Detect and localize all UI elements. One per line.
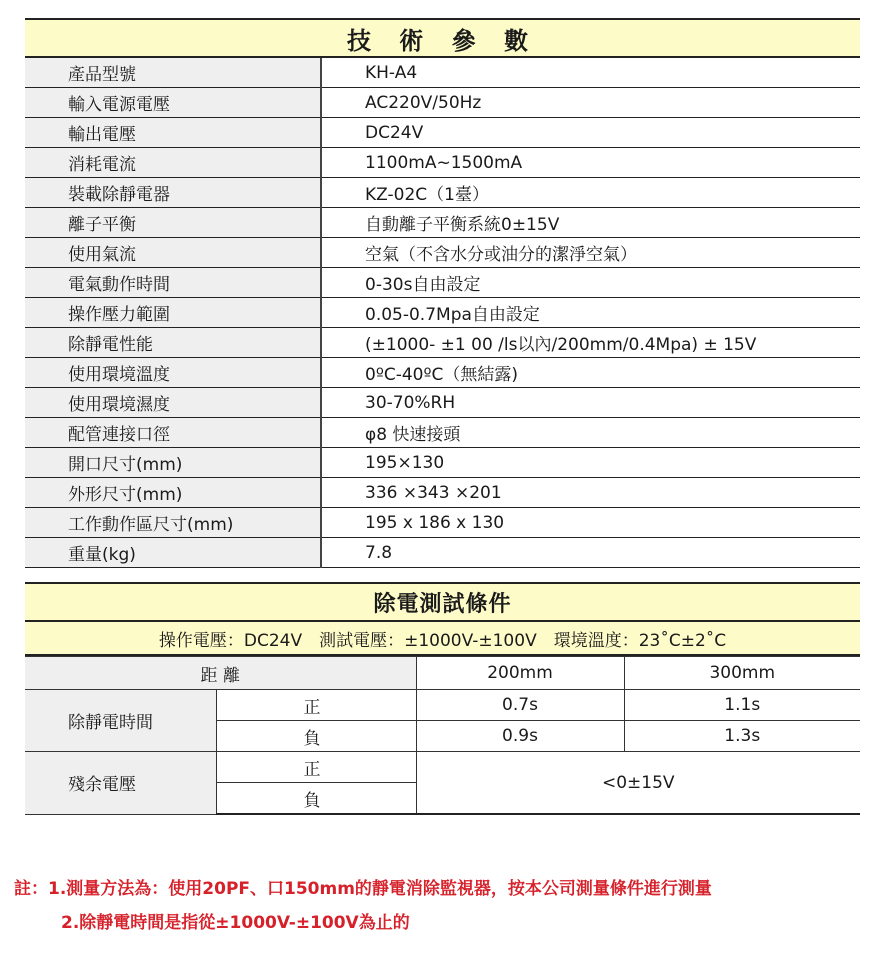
discharge-neg-label: 負 (216, 721, 416, 752)
spec-row (25, 328, 860, 358)
col-300mm-header: 300mm (624, 657, 860, 690)
note-2: 2.除靜電時間是指從±1000V-±100V為止的 (61, 913, 410, 933)
conditions-title: 除電測試條件 (25, 582, 860, 622)
spec-table (25, 58, 860, 568)
spec-title: 技 術 參 數 (25, 18, 860, 58)
distance-header: 距 離 (25, 657, 416, 690)
spec-value: 336 ×343 ×201 (321, 478, 860, 508)
spec-key: 消耗電流 (25, 148, 321, 178)
spec-value: KZ-02C（1臺） (321, 178, 860, 208)
spec-row (25, 88, 860, 118)
spec-row (25, 178, 860, 208)
spec-row (25, 208, 860, 238)
spec-row (25, 238, 860, 268)
spec-row (25, 298, 860, 328)
note-1: 註：1.測量方法為：使用20PF、口150mm的靜電消除監視器，按本公司測量條件進行測量 (14, 879, 712, 899)
spec-row (25, 538, 860, 568)
spec-value: 0-30s自由設定 (321, 268, 860, 298)
spec-key: 使用環境濕度 (25, 388, 321, 418)
discharge-time-label: 除靜電時間 (25, 690, 216, 752)
spec-row (25, 58, 860, 88)
residual-voltage-label: 殘余電壓 (25, 752, 216, 815)
spec-key: 操作壓力範圍 (25, 298, 321, 328)
spec-value: 空氣（不含水分或油分的潔淨空氣） (321, 238, 860, 268)
spec-key: 使用氣流 (25, 238, 321, 268)
spec-key: 輸入電源電壓 (25, 88, 321, 118)
spec-row (25, 508, 860, 538)
spec-value: KH-A4 (321, 58, 860, 88)
spec-row (25, 268, 860, 298)
spec-value: 1100mA~1500mA (321, 148, 860, 178)
discharge-pos-label: 正 (216, 690, 416, 721)
spec-key: 電氣動作時間 (25, 268, 321, 298)
spec-row (25, 388, 860, 418)
spec-value: 0.05-0.7Mpa自由設定 (321, 298, 860, 328)
spec-key: 使用環境溫度 (25, 358, 321, 388)
residual-pos-label: 正 (216, 752, 416, 783)
spec-value: DC24V (321, 118, 860, 148)
residual-neg-label: 負 (216, 783, 416, 815)
spec-key: 配管連接口徑 (25, 418, 321, 448)
spec-key: 裝載除靜電器 (25, 178, 321, 208)
residual-value: <0±15V (416, 752, 860, 815)
test-table (25, 656, 860, 815)
spec-key: 產品型號 (25, 58, 321, 88)
spec-key: 工作動作區尺寸(mm) (25, 508, 321, 538)
spec-key: 開口尺寸(mm) (25, 448, 321, 478)
spec-value: 30-70%RH (321, 388, 860, 418)
spec-value: φ8 快速接頭 (321, 418, 860, 448)
col-200mm-header: 200mm (416, 657, 624, 690)
spec-key: 除靜電性能 (25, 328, 321, 358)
spec-value: 195 x 186 x 130 (321, 508, 860, 538)
conditions-line: 操作電壓：DC24V 測試電壓：±1000V-±100V 環境溫度：23˚C±2˚C (25, 622, 860, 656)
discharge-neg-200: 0.9s (416, 721, 624, 752)
spec-value: (±1000- ±1 00 /ls以內/200mm/0.4Mpa) ± 15V (321, 328, 860, 358)
spec-sheet (25, 18, 860, 815)
spec-row (25, 118, 860, 148)
notes (14, 872, 712, 940)
spec-row (25, 478, 860, 508)
spec-key: 外形尺寸(mm) (25, 478, 321, 508)
spec-row (25, 148, 860, 178)
spec-value: 7.8 (321, 538, 860, 568)
discharge-neg-300: 1.3s (624, 721, 860, 752)
spec-key: 輸出電壓 (25, 118, 321, 148)
spec-value: AC220V/50Hz (321, 88, 860, 118)
spec-value: 195×130 (321, 448, 860, 478)
spec-value: 自動離子平衡系統0±15V (321, 208, 860, 238)
discharge-pos-200: 0.7s (416, 690, 624, 721)
discharge-pos-300: 1.1s (624, 690, 860, 721)
spec-key: 離子平衡 (25, 208, 321, 238)
spec-row (25, 448, 860, 478)
spec-key: 重量(kg) (25, 538, 321, 568)
spec-row (25, 418, 860, 448)
spec-value: 0ºC-40ºC（無結露) (321, 358, 860, 388)
spec-row (25, 358, 860, 388)
